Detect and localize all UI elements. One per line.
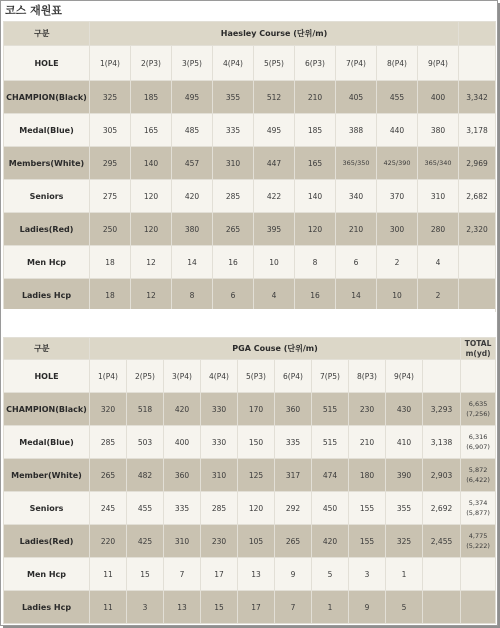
distance-cell: 330 (201, 426, 238, 459)
distance-cell: 8 (295, 246, 336, 279)
distance-cell: 410 (386, 426, 423, 459)
distance-cell: 388 (336, 114, 377, 147)
distance-cell: 3 (349, 558, 386, 591)
distance-cell: 5 (386, 591, 423, 624)
distance-cell: 285 (201, 492, 238, 525)
distance-cell: 155 (349, 492, 386, 525)
distance-cell: 165 (131, 114, 172, 147)
distance-cell: 120 (131, 213, 172, 246)
total-cell (461, 360, 496, 393)
hole-number: 9(P4) (386, 360, 423, 393)
subtotal-cell: 2,455 (423, 525, 461, 558)
table-header-row (4, 338, 496, 360)
pga-course-table (3, 337, 496, 624)
distance-cell: 14 (336, 279, 377, 312)
distance-cell: 4 (418, 246, 459, 279)
total-header (461, 338, 496, 360)
total-yards: (6,422) (466, 476, 490, 484)
hole-number: 9(P4) (418, 46, 459, 81)
total-cell (461, 459, 496, 492)
course-title: Haesley Course (단위/m) (90, 22, 459, 46)
hole-row (4, 360, 496, 393)
distance-cell: 16 (213, 246, 254, 279)
distance-cell: 300 (377, 213, 418, 246)
distance-cell: 230 (349, 393, 386, 426)
hole-number: 8(P4) (377, 46, 418, 81)
distance-cell: 9 (349, 591, 386, 624)
distance-cell: 503 (127, 426, 164, 459)
hole-number: 4(P4) (201, 360, 238, 393)
distance-cell: 518 (127, 393, 164, 426)
distance-cell: 335 (275, 426, 312, 459)
distance-cell: 420 (172, 180, 213, 213)
distance-cell: 210 (336, 213, 377, 246)
total-yards: (7,256) (466, 410, 490, 418)
distance-cell: 11 (90, 591, 127, 624)
hole-label: HOLE (4, 360, 90, 393)
row-label: Member(White) (4, 459, 90, 492)
table-row (4, 492, 496, 525)
distance-cell: 440 (377, 114, 418, 147)
total-cell (461, 426, 496, 459)
distance-cell: 340 (336, 180, 377, 213)
distance-cell: 13 (238, 558, 275, 591)
distance-cell: 4 (254, 279, 295, 312)
total-meters: 6,316 (468, 433, 488, 441)
row-label: CHAMPION(Black) (4, 81, 90, 114)
subtotal-cell (423, 558, 461, 591)
distance-cell: 355 (386, 492, 423, 525)
total-cell (459, 279, 496, 312)
distance-cell: 2 (418, 279, 459, 312)
group-label: 구분 (4, 338, 90, 360)
row-label: Ladies Hcp (4, 591, 90, 624)
distance-cell: 390 (386, 459, 423, 492)
group-label: 구분 (4, 22, 90, 46)
total-cell: 3,178 (459, 114, 496, 147)
total-header-line1: TOTAL (464, 338, 492, 348)
distance-cell: 7 (164, 558, 201, 591)
subtotal-cell: 3,293 (423, 393, 461, 426)
total-cell (459, 246, 496, 279)
distance-cell: 140 (295, 180, 336, 213)
distance-cell: 12 (131, 246, 172, 279)
distance-cell: 295 (90, 147, 131, 180)
distance-cell: 285 (90, 426, 127, 459)
distance-cell: 280 (418, 213, 459, 246)
distance-cell: 170 (238, 393, 275, 426)
distance-cell: 105 (238, 525, 275, 558)
table-row (4, 591, 496, 624)
row-label: Medal(Blue) (4, 114, 90, 147)
total-header (459, 22, 496, 46)
distance-cell: 320 (90, 393, 127, 426)
row-label: Ladies(Red) (4, 525, 90, 558)
total-yards: (6,907) (466, 443, 490, 451)
hole-label: HOLE (4, 46, 90, 81)
hole-number: 4(P4) (213, 46, 254, 81)
distance-cell: 140 (131, 147, 172, 180)
row-label: CHAMPION(Black) (4, 393, 90, 426)
hole-number: 6(P3) (295, 46, 336, 81)
distance-cell: 450 (312, 492, 349, 525)
distance-cell: 405 (336, 81, 377, 114)
table-row (4, 81, 496, 114)
course-title: PGA Couse (단위/m) (90, 338, 461, 360)
table-row (4, 393, 496, 426)
table-row (4, 213, 496, 246)
distance-cell: 335 (213, 114, 254, 147)
distance-cell: 335 (164, 492, 201, 525)
distance-cell: 310 (164, 525, 201, 558)
distance-cell: 325 (386, 525, 423, 558)
subtotal-cell: 2,903 (423, 459, 461, 492)
distance-cell: 245 (90, 492, 127, 525)
total-yards: (5,222) (466, 542, 490, 550)
distance-cell: 425/390 (377, 147, 418, 180)
distance-cell: 125 (238, 459, 275, 492)
subtotal-cell (423, 591, 461, 624)
distance-cell: 482 (127, 459, 164, 492)
distance-cell: 447 (254, 147, 295, 180)
distance-cell: 355 (213, 81, 254, 114)
distance-cell: 9 (275, 558, 312, 591)
distance-cell: 265 (213, 213, 254, 246)
total-cell (461, 492, 496, 525)
distance-cell: 210 (349, 426, 386, 459)
distance-cell: 220 (90, 525, 127, 558)
hole-number: 3(P5) (172, 46, 213, 81)
distance-cell: 360 (275, 393, 312, 426)
row-label: Members(White) (4, 147, 90, 180)
total-meters: 6,635 (468, 400, 488, 408)
hole-number: 7(P5) (312, 360, 349, 393)
hole-number: 3(P4) (164, 360, 201, 393)
total-cell: 2,969 (459, 147, 496, 180)
total-cell: 2,682 (459, 180, 496, 213)
row-label: Seniors (4, 492, 90, 525)
distance-cell: 395 (254, 213, 295, 246)
table-row (4, 180, 496, 213)
distance-cell: 515 (312, 426, 349, 459)
distance-cell: 265 (275, 525, 312, 558)
subtotal-cell: 3,138 (423, 426, 461, 459)
distance-cell: 6 (213, 279, 254, 312)
distance-cell: 18 (90, 279, 131, 312)
table-row (4, 147, 496, 180)
distance-cell: 120 (295, 213, 336, 246)
total-meters: 5,872 (468, 466, 488, 474)
hole-row (4, 46, 496, 81)
distance-cell: 400 (164, 426, 201, 459)
distance-cell: 370 (377, 180, 418, 213)
distance-cell: 2 (377, 246, 418, 279)
distance-cell: 400 (418, 81, 459, 114)
distance-cell: 11 (90, 558, 127, 591)
total-cell (461, 393, 496, 426)
row-label: Seniors (4, 180, 90, 213)
distance-cell: 8 (172, 279, 213, 312)
distance-cell: 15 (201, 591, 238, 624)
distance-cell: 310 (213, 147, 254, 180)
row-label: Men Hcp (4, 246, 90, 279)
distance-cell: 425 (127, 525, 164, 558)
distance-cell: 13 (164, 591, 201, 624)
hole-number: 5(P5) (254, 46, 295, 81)
distance-cell: 16 (295, 279, 336, 312)
distance-cell: 17 (238, 591, 275, 624)
distance-cell: 10 (377, 279, 418, 312)
page-title: 코스 재원표 (5, 4, 62, 17)
distance-cell: 305 (90, 114, 131, 147)
distance-cell: 5 (312, 558, 349, 591)
subtotal-cell (423, 360, 461, 393)
table-row (4, 525, 496, 558)
distance-cell: 365/350 (336, 147, 377, 180)
distance-cell: 430 (386, 393, 423, 426)
table-row (4, 114, 496, 147)
distance-cell: 18 (90, 246, 131, 279)
distance-cell: 380 (418, 114, 459, 147)
distance-cell: 275 (90, 180, 131, 213)
section-gap (3, 309, 495, 337)
distance-cell: 285 (213, 180, 254, 213)
hole-number: 5(P3) (238, 360, 275, 393)
distance-cell: 180 (349, 459, 386, 492)
hole-number: 6(P4) (275, 360, 312, 393)
hole-number: 2(P5) (127, 360, 164, 393)
distance-cell: 512 (254, 81, 295, 114)
distance-cell: 250 (90, 213, 131, 246)
hole-number: 7(P4) (336, 46, 377, 81)
distance-cell: 185 (295, 114, 336, 147)
distance-cell: 455 (377, 81, 418, 114)
distance-cell: 317 (275, 459, 312, 492)
distance-cell: 325 (90, 81, 131, 114)
haesley-course-table (3, 21, 496, 312)
distance-cell: 380 (172, 213, 213, 246)
distance-cell: 14 (172, 246, 213, 279)
distance-cell: 365/340 (418, 147, 459, 180)
total-cell: 2,320 (459, 213, 496, 246)
table-row (4, 558, 496, 591)
subtotal-cell: 2,692 (423, 492, 461, 525)
distance-cell: 10 (254, 246, 295, 279)
table-row (4, 459, 496, 492)
distance-cell: 457 (172, 147, 213, 180)
distance-cell: 495 (172, 81, 213, 114)
table-row (4, 246, 496, 279)
distance-cell: 360 (164, 459, 201, 492)
distance-cell: 150 (238, 426, 275, 459)
distance-cell: 330 (201, 393, 238, 426)
total-cell (461, 558, 496, 591)
total-cell (459, 46, 496, 81)
table-row (4, 426, 496, 459)
total-meters: 5,374 (468, 499, 488, 507)
distance-cell: 292 (275, 492, 312, 525)
distance-cell: 17 (201, 558, 238, 591)
table-row (4, 279, 496, 312)
total-cell (461, 525, 496, 558)
distance-cell: 120 (238, 492, 275, 525)
distance-cell: 155 (349, 525, 386, 558)
distance-cell: 265 (90, 459, 127, 492)
distance-cell: 474 (312, 459, 349, 492)
distance-cell: 422 (254, 180, 295, 213)
total-cell: 3,342 (459, 81, 496, 114)
row-label: Men Hcp (4, 558, 90, 591)
distance-cell: 310 (201, 459, 238, 492)
distance-cell: 165 (295, 147, 336, 180)
distance-cell: 1 (386, 558, 423, 591)
total-header-line2: m(yd) (465, 348, 491, 358)
distance-cell: 310 (418, 180, 459, 213)
distance-cell: 12 (131, 279, 172, 312)
distance-cell: 420 (312, 525, 349, 558)
distance-cell: 6 (336, 246, 377, 279)
distance-cell: 230 (201, 525, 238, 558)
distance-cell: 15 (127, 558, 164, 591)
hole-number: 1(P4) (90, 360, 127, 393)
row-label: Ladies Hcp (4, 279, 90, 312)
hole-number: 8(P3) (349, 360, 386, 393)
distance-cell: 1 (312, 591, 349, 624)
distance-cell: 485 (172, 114, 213, 147)
distance-cell: 515 (312, 393, 349, 426)
table-header-row (4, 22, 496, 46)
distance-cell: 3 (127, 591, 164, 624)
distance-cell: 420 (164, 393, 201, 426)
row-label: Medal(Blue) (4, 426, 90, 459)
total-cell (461, 591, 496, 624)
row-label: Ladies(Red) (4, 213, 90, 246)
hole-number: 2(P3) (131, 46, 172, 81)
distance-cell: 495 (254, 114, 295, 147)
total-yards: (5,877) (466, 509, 490, 517)
hole-number: 1(P4) (90, 46, 131, 81)
distance-cell: 455 (127, 492, 164, 525)
total-meters: 4,775 (468, 532, 488, 540)
distance-cell: 185 (131, 81, 172, 114)
distance-cell: 210 (295, 81, 336, 114)
distance-cell: 120 (131, 180, 172, 213)
distance-cell: 7 (275, 591, 312, 624)
